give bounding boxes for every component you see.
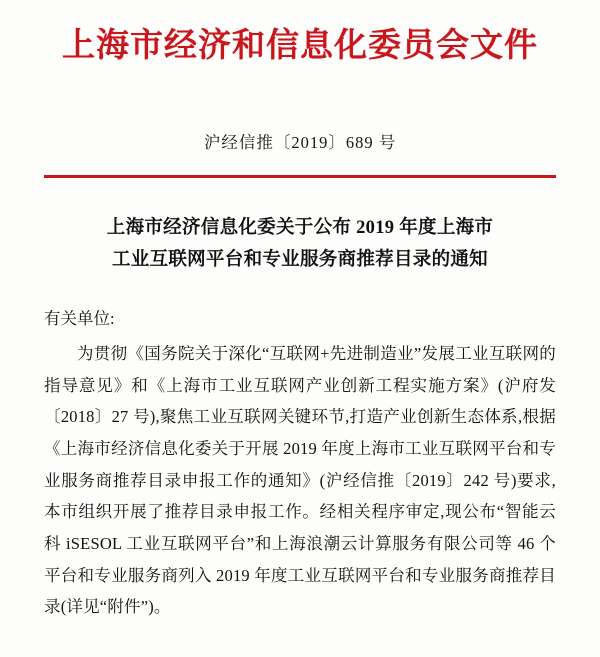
document-title-line-2: 工业互联网平台和专业服务商推荐目录的通知	[111, 250, 488, 271]
issuing-authority-title: 上海市经济和信息化委员会文件	[62, 28, 538, 64]
body-paragraph-1: 为贯彻《国务院关于深化“互联网+先进制造业”发展工业互联网的指导意见》和《上海市工业互联网产业创新工程实施方案》(沪府发〔2018〕27 号),聚焦工业互联网关键环节,打造产业创新生态体系,根据《上海市经济信息化委关于开展 2019 年度上海市工业互联网平台和专业服务商推荐目录申报工作的通知》(沪经信推〔2019〕242 号)要求,本市组织开展了推荐目录申报工作。经相关程序审定,现公布“智能云科 iSESOL 工业互联网平台”和上海浪潮云计算服务有限公司等 46 个平台和专业服务商列入 2019 年度工业互联网平台和专业服务商推荐目录(详见“附件”)。	[44, 343, 556, 617]
document-number: 沪经信推〔2019〕689 号	[203, 133, 397, 153]
document-title	[44, 212, 556, 277]
document-title-line-1: 上海市经济信息化委关于公布 2019 年度上海市	[106, 217, 494, 238]
document-body	[44, 338, 556, 623]
document-header	[44, 0, 556, 67]
red-divider-rule	[44, 175, 556, 178]
salutation: 有关单位:	[44, 308, 115, 328]
